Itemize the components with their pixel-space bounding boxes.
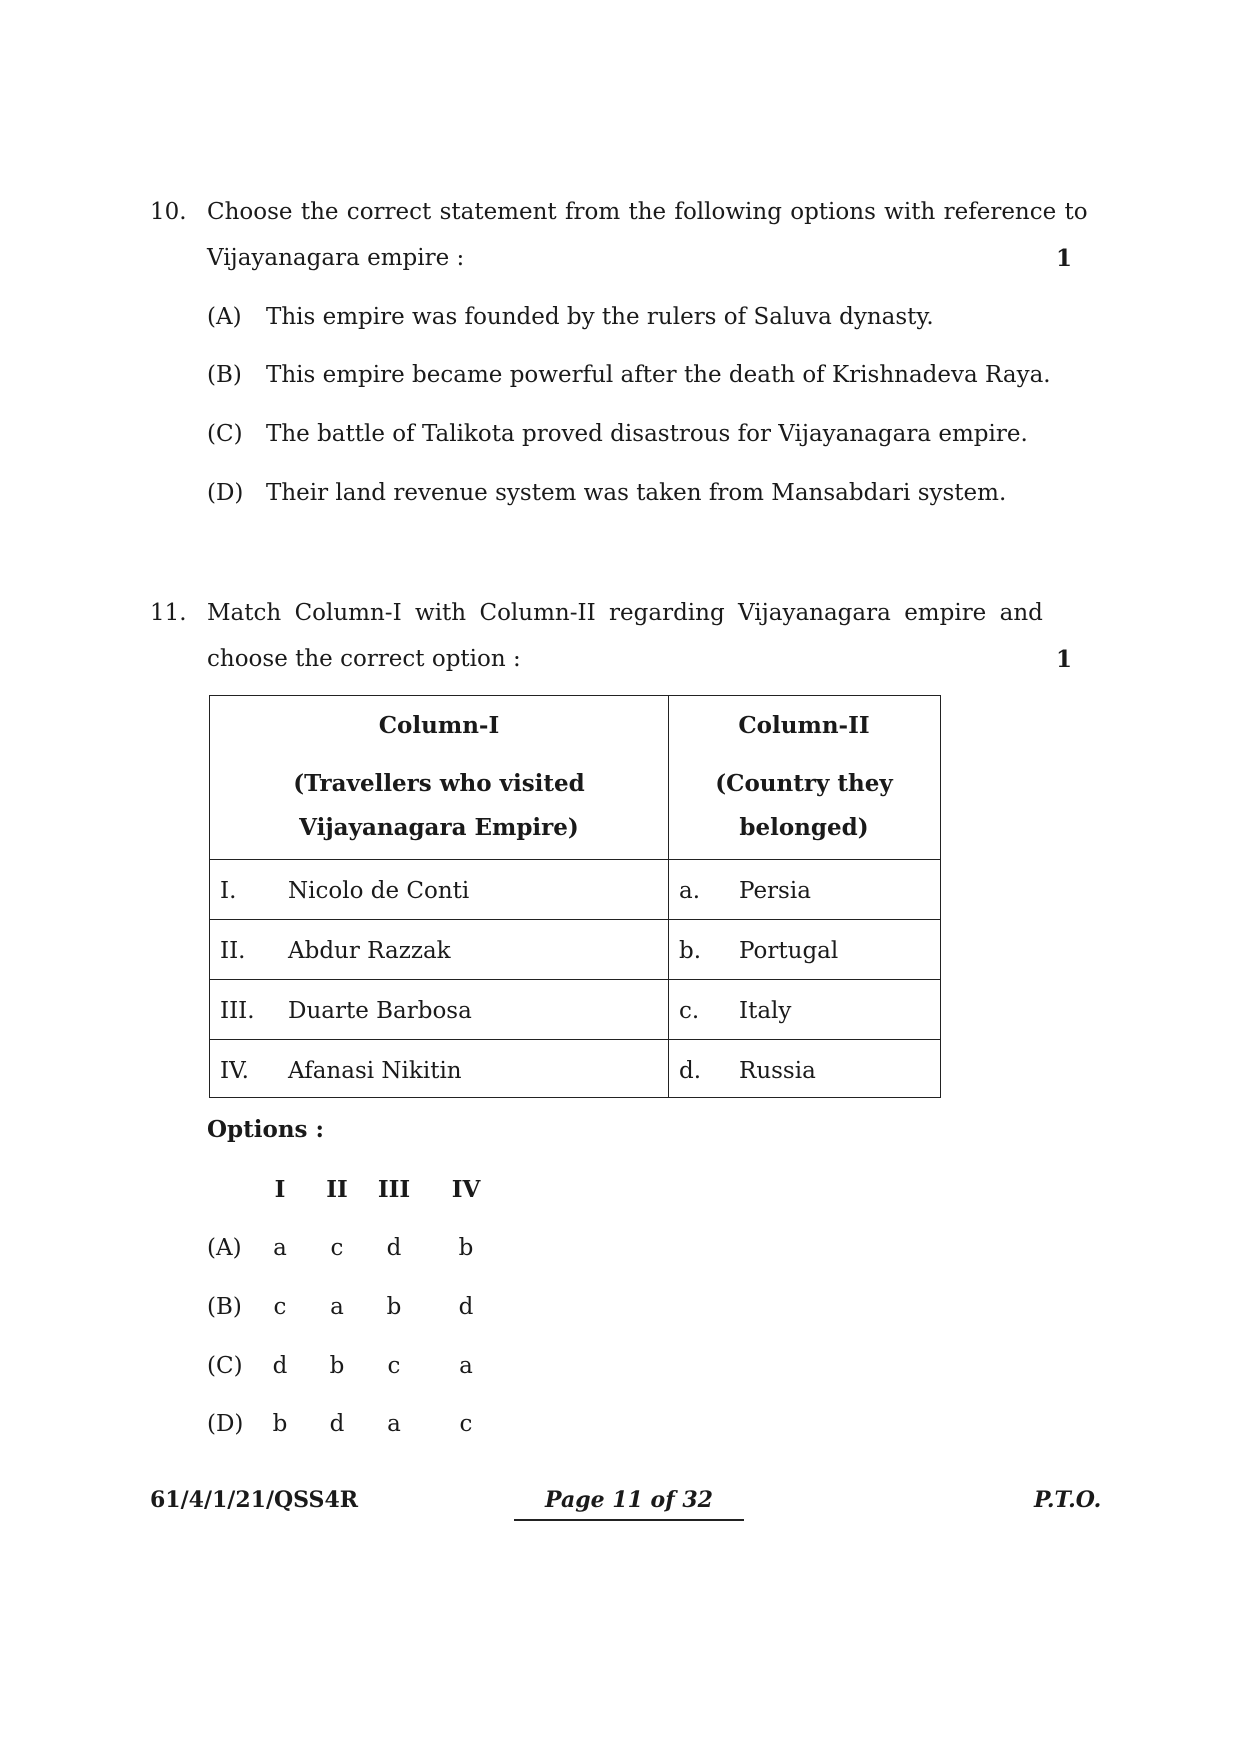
q11-option-c-value: d <box>272 1353 288 1379</box>
table-row-divider <box>210 979 940 980</box>
q11-word: Column-II <box>479 600 596 626</box>
q11-option-a-letter: (A) <box>207 1235 242 1261</box>
q11-word: empire <box>904 600 987 626</box>
q11-option-a-value: c <box>330 1235 344 1261</box>
options-heading: Options : <box>207 1116 324 1143</box>
q11-option-c-value: b <box>329 1353 345 1379</box>
question-11-text-line1 <box>207 602 1043 625</box>
col1-subtitle-line2: Vijayanagara Empire) <box>299 814 579 841</box>
q11-option-d-value: b <box>272 1411 288 1437</box>
options-header-IV: IV <box>451 1176 481 1203</box>
footer-pto: P.T.O. <box>1034 1487 1102 1513</box>
table-row-divider <box>210 1039 940 1040</box>
q11-option-c-letter: (C) <box>207 1353 243 1379</box>
row-4-traveller: Afanasi Nikitin <box>288 1058 462 1084</box>
options-header-II: II <box>326 1176 348 1203</box>
q10-option-d-letter: (D) <box>207 480 244 506</box>
row-2-traveller: Abdur Razzak <box>288 938 451 964</box>
row-1-country: Persia <box>739 878 811 904</box>
options-header-I: I <box>274 1176 286 1203</box>
match-table <box>209 695 941 1098</box>
question-11-number: 11. <box>150 600 187 626</box>
q11-option-b-value: d <box>458 1294 474 1320</box>
row-2-country: Portugal <box>739 938 839 964</box>
question-10-number: 10. <box>150 199 187 225</box>
row-4-country: Russia <box>739 1058 816 1084</box>
footer-paper-code: 61/4/1/21/QSS4R <box>150 1487 359 1513</box>
q10-option-c-letter: (C) <box>207 421 243 447</box>
q11-option-d-value: c <box>459 1411 473 1437</box>
q11-word: with <box>415 600 467 626</box>
col1-title: Column-I <box>378 712 500 739</box>
q11-word: Match <box>207 600 282 626</box>
q11-option-d-value: d <box>329 1411 345 1437</box>
question-10-text-line2: Vijayanagara empire : <box>207 245 465 271</box>
question-11-marks: 1 <box>1056 646 1073 673</box>
footer-page-number: Page 11 of 32 <box>545 1487 713 1513</box>
q10-option-a-letter: (A) <box>207 304 242 330</box>
footer-page-underline <box>514 1519 744 1521</box>
col2-subtitle-line1: (Country they <box>715 770 893 797</box>
q11-option-b-letter: (B) <box>207 1294 242 1320</box>
row-1-traveller: Nicolo de Conti <box>288 878 470 904</box>
row-1-letter: a. <box>679 878 701 904</box>
row-3-letter: c. <box>679 998 700 1024</box>
q11-word: regarding <box>609 600 725 626</box>
q10-option-b-text: This empire became powerful after the death of Krishnadeva Raya. <box>266 362 1051 388</box>
options-header-III: III <box>377 1176 411 1203</box>
q10-option-c-text: The battle of Talikota proved disastrous for Vijayanagara empire. <box>266 421 1028 447</box>
question-10-text-line1: Choose the correct statement from the following options with reference to <box>207 199 1088 225</box>
q10-option-d-text: Their land revenue system was taken from Mansabdari system. <box>266 480 1007 506</box>
table-row-divider <box>210 919 940 920</box>
q11-option-b-value: a <box>330 1294 344 1320</box>
question-11-text-line2: choose the correct option : <box>207 646 521 672</box>
row-2-number: II. <box>220 938 246 964</box>
row-1-number: I. <box>220 878 237 904</box>
q10-option-b-letter: (B) <box>207 362 242 388</box>
col2-title: Column-II <box>738 712 870 739</box>
q11-word: Vijayanagara <box>738 600 891 626</box>
row-4-number: IV. <box>220 1058 249 1084</box>
row-3-number: III. <box>220 998 255 1024</box>
q11-option-d-letter: (D) <box>207 1411 244 1437</box>
table-row-divider <box>210 859 940 860</box>
q10-option-a-text: This empire was founded by the rulers of Saluva dynasty. <box>266 304 934 330</box>
row-3-country: Italy <box>739 998 792 1024</box>
q11-option-a-value: d <box>386 1235 402 1261</box>
q11-option-c-value: a <box>459 1353 473 1379</box>
q11-word: and <box>999 600 1043 626</box>
row-4-letter: d. <box>679 1058 702 1084</box>
question-10-marks: 1 <box>1056 245 1073 272</box>
table-column-divider <box>668 696 669 1097</box>
q11-option-b-value: c <box>273 1294 287 1320</box>
q11-option-b-value: b <box>386 1294 402 1320</box>
q11-option-d-value: a <box>387 1411 401 1437</box>
col2-subtitle-line2: belonged) <box>739 814 869 841</box>
row-2-letter: b. <box>679 938 702 964</box>
q11-option-a-value: b <box>458 1235 474 1261</box>
q11-word: Column-I <box>294 600 402 626</box>
q11-option-a-value: a <box>273 1235 287 1261</box>
q11-option-c-value: c <box>387 1353 401 1379</box>
col1-subtitle-line1: (Travellers who visited <box>293 770 585 797</box>
row-3-traveller: Duarte Barbosa <box>288 998 472 1024</box>
